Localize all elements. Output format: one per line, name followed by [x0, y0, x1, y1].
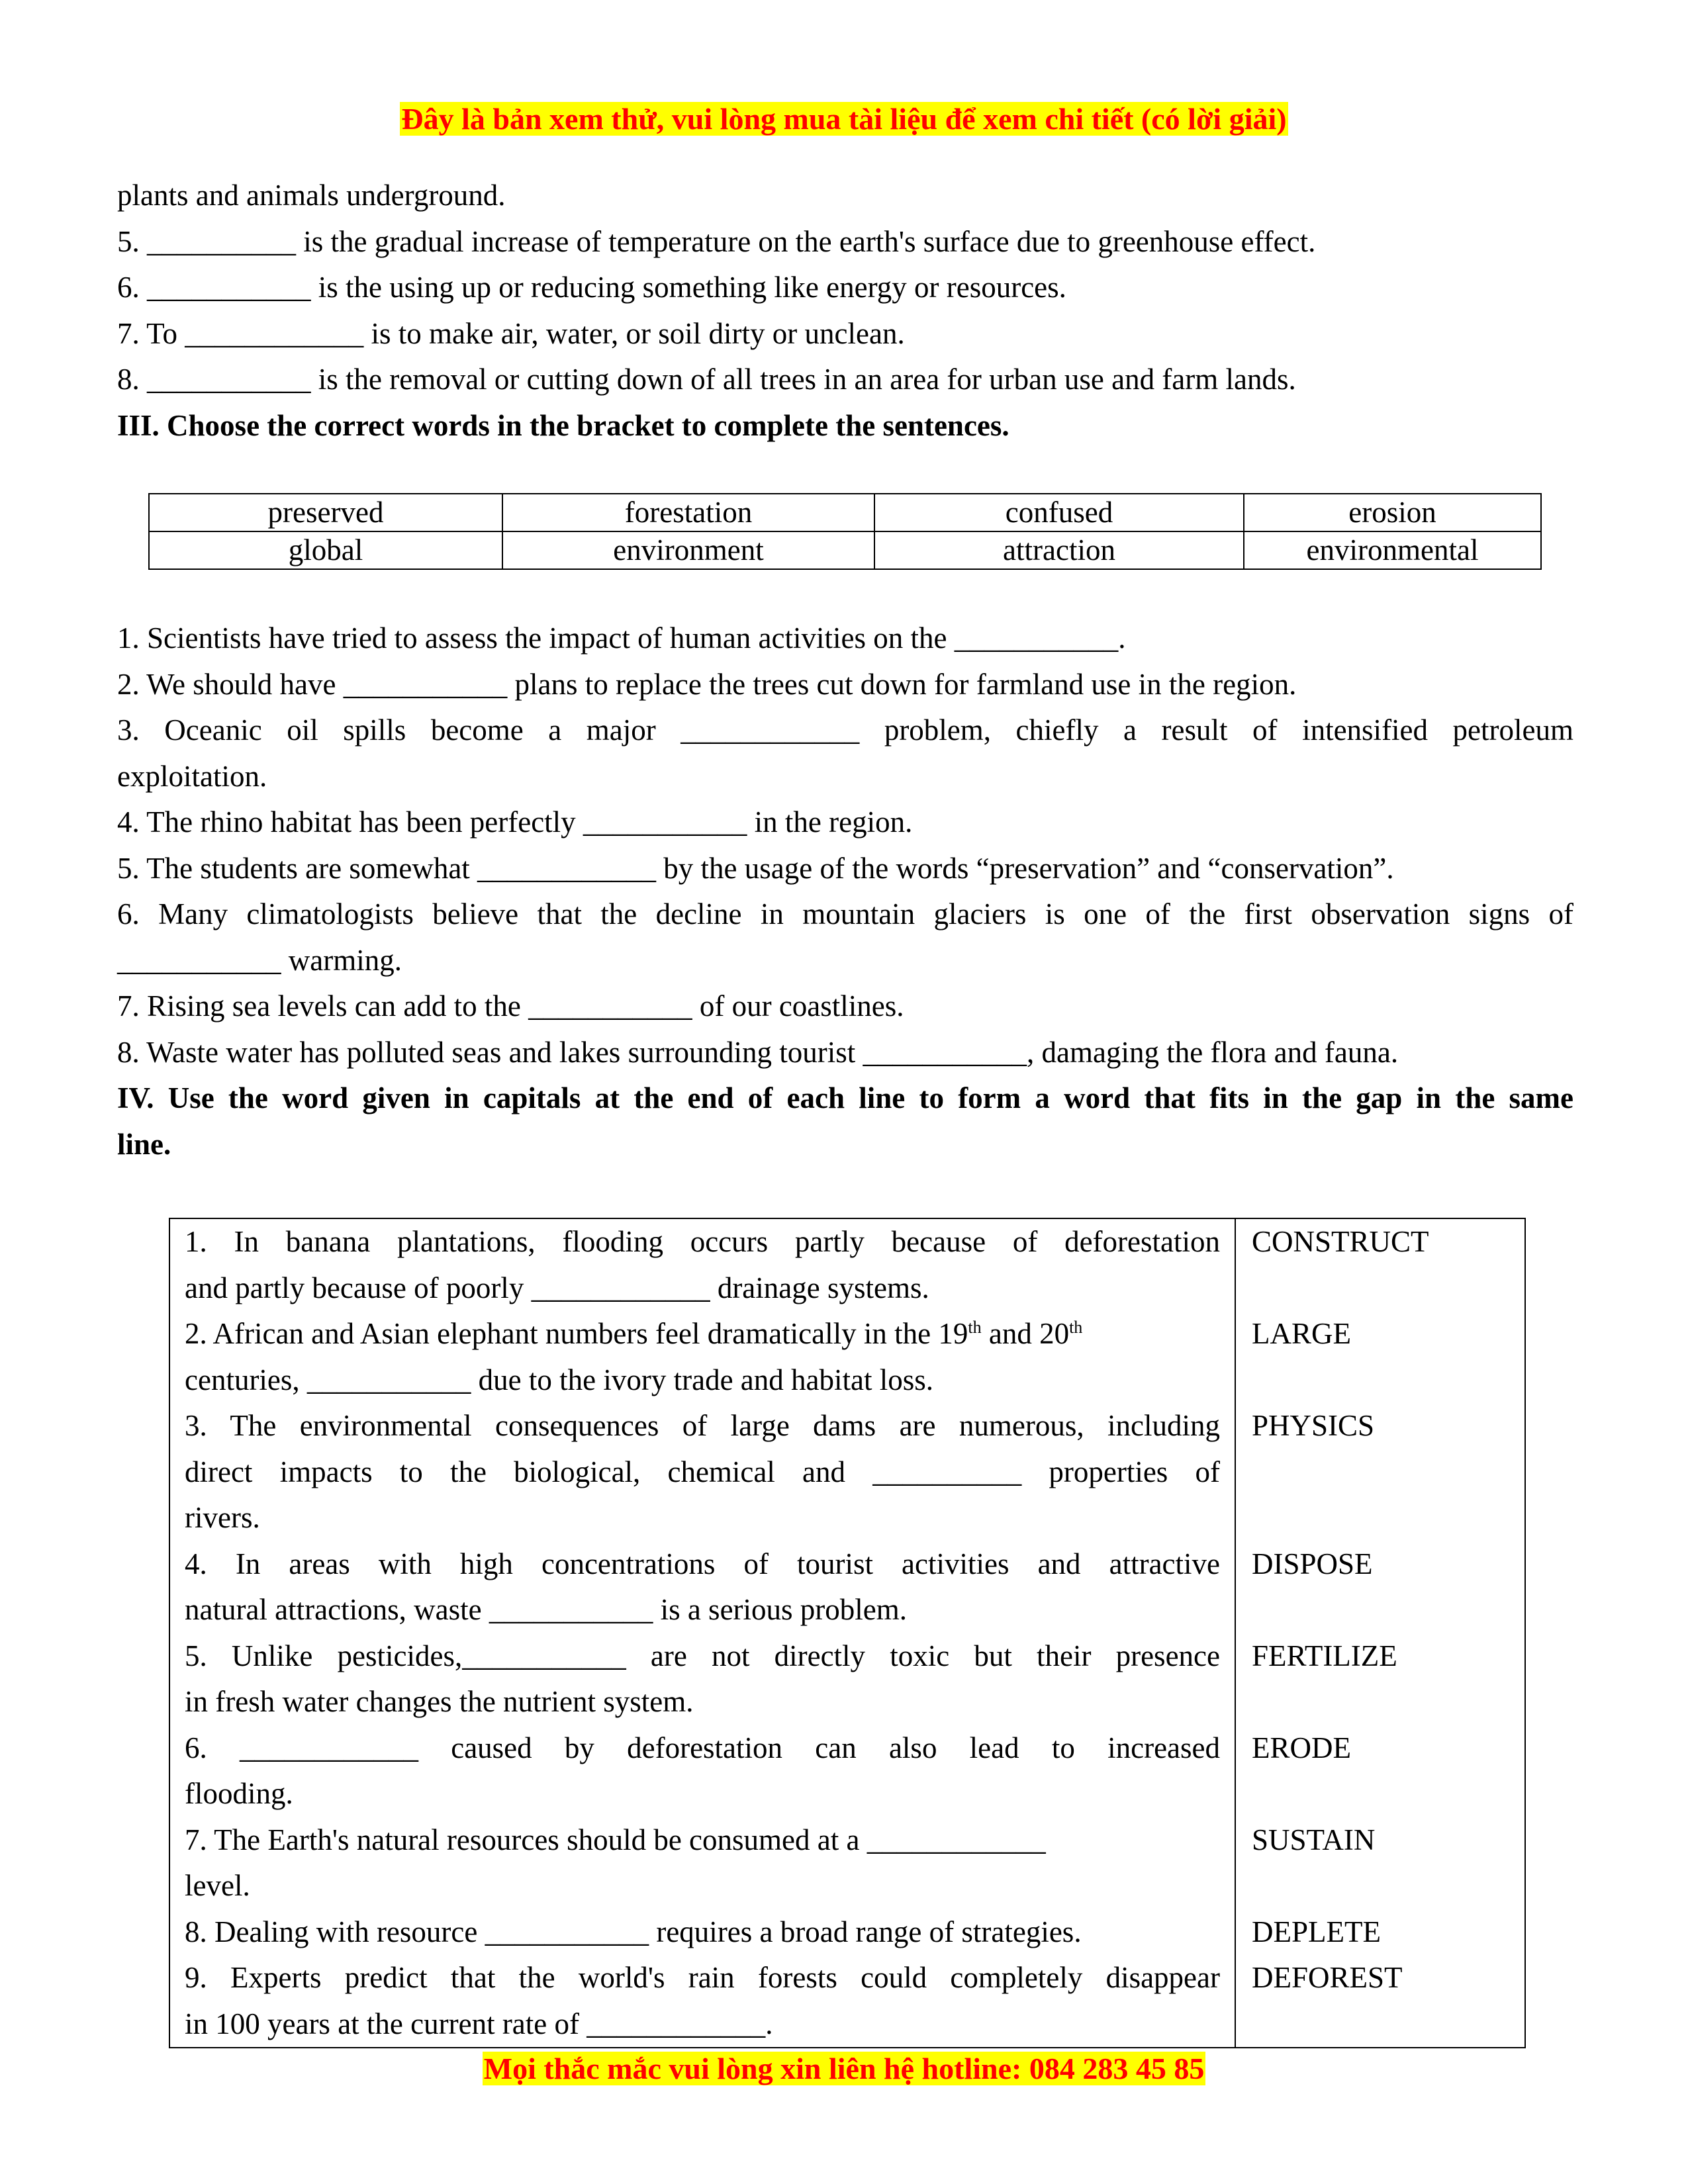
text-line: 5. __________ is the gradual increase of temperature on the earth's surface due to greenhouse effect.	[117, 224, 1316, 258]
ordinal-suffix: th	[1069, 1318, 1083, 1337]
root-word: DEPLETE	[1252, 1915, 1381, 1948]
question-line: 3. Oceanic oil spills become a major ____________ problem, chiefly a result of intensified petroleum	[117, 713, 1573, 747]
word-cell: environment	[502, 531, 874, 569]
question-line: 8. Dealing with resource ___________ requires a broad range of strategies.	[185, 1915, 1082, 1948]
question-5	[185, 1633, 1220, 1725]
word-cell: erosion	[1244, 494, 1541, 531]
word-formation-table	[169, 1218, 1526, 2048]
question-line: 5. Unlike pesticides,___________ are not directly toxic but their presence	[185, 1639, 1220, 1672]
hotline-text: Mọi thắc mắc vui lòng xin liên hệ hotline: 084 283 45 85	[483, 2052, 1205, 2085]
question-line: 4. The rhino habitat has been perfectly ___________ in the region.	[117, 805, 913, 839]
question-2	[185, 1311, 1220, 1403]
question-line: 4. In areas with high concentrations of tourist activities and attractive	[185, 1547, 1220, 1580]
text-line: plants and animals underground.	[117, 179, 506, 212]
question-line: centuries, ___________ due to the ivory trade and habitat loss.	[185, 1363, 933, 1396]
word-cell: preserved	[149, 494, 502, 531]
question-line: 3. The environmental consequences of large dams are numerous, including	[185, 1409, 1220, 1442]
text-line: 6. ___________ is the using up or reducing something like energy or resources.	[117, 271, 1066, 304]
question-line: in fresh water changes the nutrient system.	[185, 1685, 694, 1718]
question-line: flooding.	[185, 1777, 293, 1810]
question-7	[185, 1817, 1220, 1909]
question-8	[185, 1909, 1220, 1956]
preview-notice-text: Đây là bản xem thử, vui lòng mua tài liệu để xem chi tiết (có lời giải)	[401, 102, 1287, 136]
question-3	[185, 1403, 1220, 1541]
word-cell: global	[149, 531, 502, 569]
root-word: SUSTAIN	[1252, 1823, 1376, 1856]
section-4-title-continued: line.	[117, 1127, 171, 1161]
question-1	[185, 1219, 1220, 1311]
root-word: CONSTRUCT	[1252, 1225, 1429, 1258]
word-cell: confused	[874, 494, 1244, 531]
question-text: and 20	[981, 1317, 1070, 1350]
question-line: 6. Many climatologists believe that the decline in mountain glaciers is one of the first observation signs of	[117, 897, 1573, 931]
question-line: 5. The students are somewhat ____________ by the usage of the words “preservation” and “conservation”.	[117, 851, 1394, 885]
question-line: ___________ warming.	[117, 943, 402, 977]
root-word-cell	[1235, 1218, 1525, 2048]
question-line: 8. Waste water has polluted seas and lakes surrounding tourist ___________, damaging the flora and fauna.	[117, 1035, 1399, 1069]
text-line: 8. ___________ is the removal or cutting down of all trees in an area for urban use and farm lands.	[117, 363, 1296, 396]
root-word: DISPOSE	[1252, 1547, 1373, 1580]
hotline-footer	[0, 2050, 1688, 2087]
word-cell: forestation	[502, 494, 874, 531]
question-line: 9. Experts predict that the world's rain forests could completely disappear	[185, 1961, 1220, 1994]
question-line: 2. We should have ___________ plans to replace the trees cut down for farmland use in the region.	[117, 667, 1297, 701]
root-word: FERTILIZE	[1252, 1639, 1397, 1672]
root-word: ERODE	[1252, 1731, 1351, 1764]
question-line: 7. The Earth's natural resources should be consumed at a ____________	[185, 1823, 1046, 1856]
question-line: 1. Scientists have tried to assess the impact of human activities on the ___________.	[117, 621, 1126, 655]
word-cell: attraction	[874, 531, 1244, 569]
section-2-tail	[117, 173, 1573, 449]
question-line: 7. Rising sea levels can add to the ___________ of our coastlines.	[117, 989, 904, 1023]
question-line: rivers.	[185, 1501, 260, 1534]
section-3-questions	[117, 615, 1573, 1167]
root-word: PHYSICS	[1252, 1409, 1375, 1442]
text-line: 7. To ____________ is to make air, water, or soil dirty or unclean.	[117, 316, 905, 350]
ordinal-suffix: th	[968, 1318, 982, 1337]
question-line: natural attractions, waste ___________ is a serious problem.	[185, 1593, 908, 1626]
word-bank	[117, 493, 1573, 570]
section-3-title: III. Choose the correct words in the bracket to complete the sentences.	[117, 408, 1009, 442]
question-4	[185, 1541, 1220, 1633]
question-line: 6. ____________ caused by deforestation can also lead to increased	[185, 1731, 1220, 1764]
section-4-title: IV. Use the word given in capitals at the end of each line to form a word that fits in the gap in the same	[117, 1081, 1573, 1115]
table-row	[169, 1218, 1525, 2048]
question-line: level.	[185, 1869, 250, 1902]
question-line: and partly because of poorly ____________ drainage systems.	[185, 1271, 929, 1304]
question-9	[185, 1955, 1220, 2047]
question-6	[185, 1725, 1220, 1817]
word-bank-table	[148, 493, 1542, 570]
question-text: 2. African and Asian elephant numbers feel dramatically in the 19	[185, 1317, 968, 1350]
root-word: DEFOREST	[1252, 1961, 1403, 1994]
root-word: LARGE	[1252, 1317, 1351, 1350]
word-cell: environmental	[1244, 531, 1541, 569]
table-row	[149, 531, 1541, 569]
question-line: 1. In banana plantations, flooding occurs partly because of deforestation	[185, 1225, 1220, 1258]
question-line: direct impacts to the biological, chemical and __________ properties of	[185, 1455, 1220, 1488]
question-line	[185, 1311, 1220, 1357]
question-line: in 100 years at the current rate of ____________.	[185, 2007, 773, 2040]
table-row	[149, 494, 1541, 531]
question-line: exploitation.	[117, 759, 267, 793]
question-cell	[169, 1218, 1235, 2048]
preview-notice-banner	[0, 101, 1688, 138]
